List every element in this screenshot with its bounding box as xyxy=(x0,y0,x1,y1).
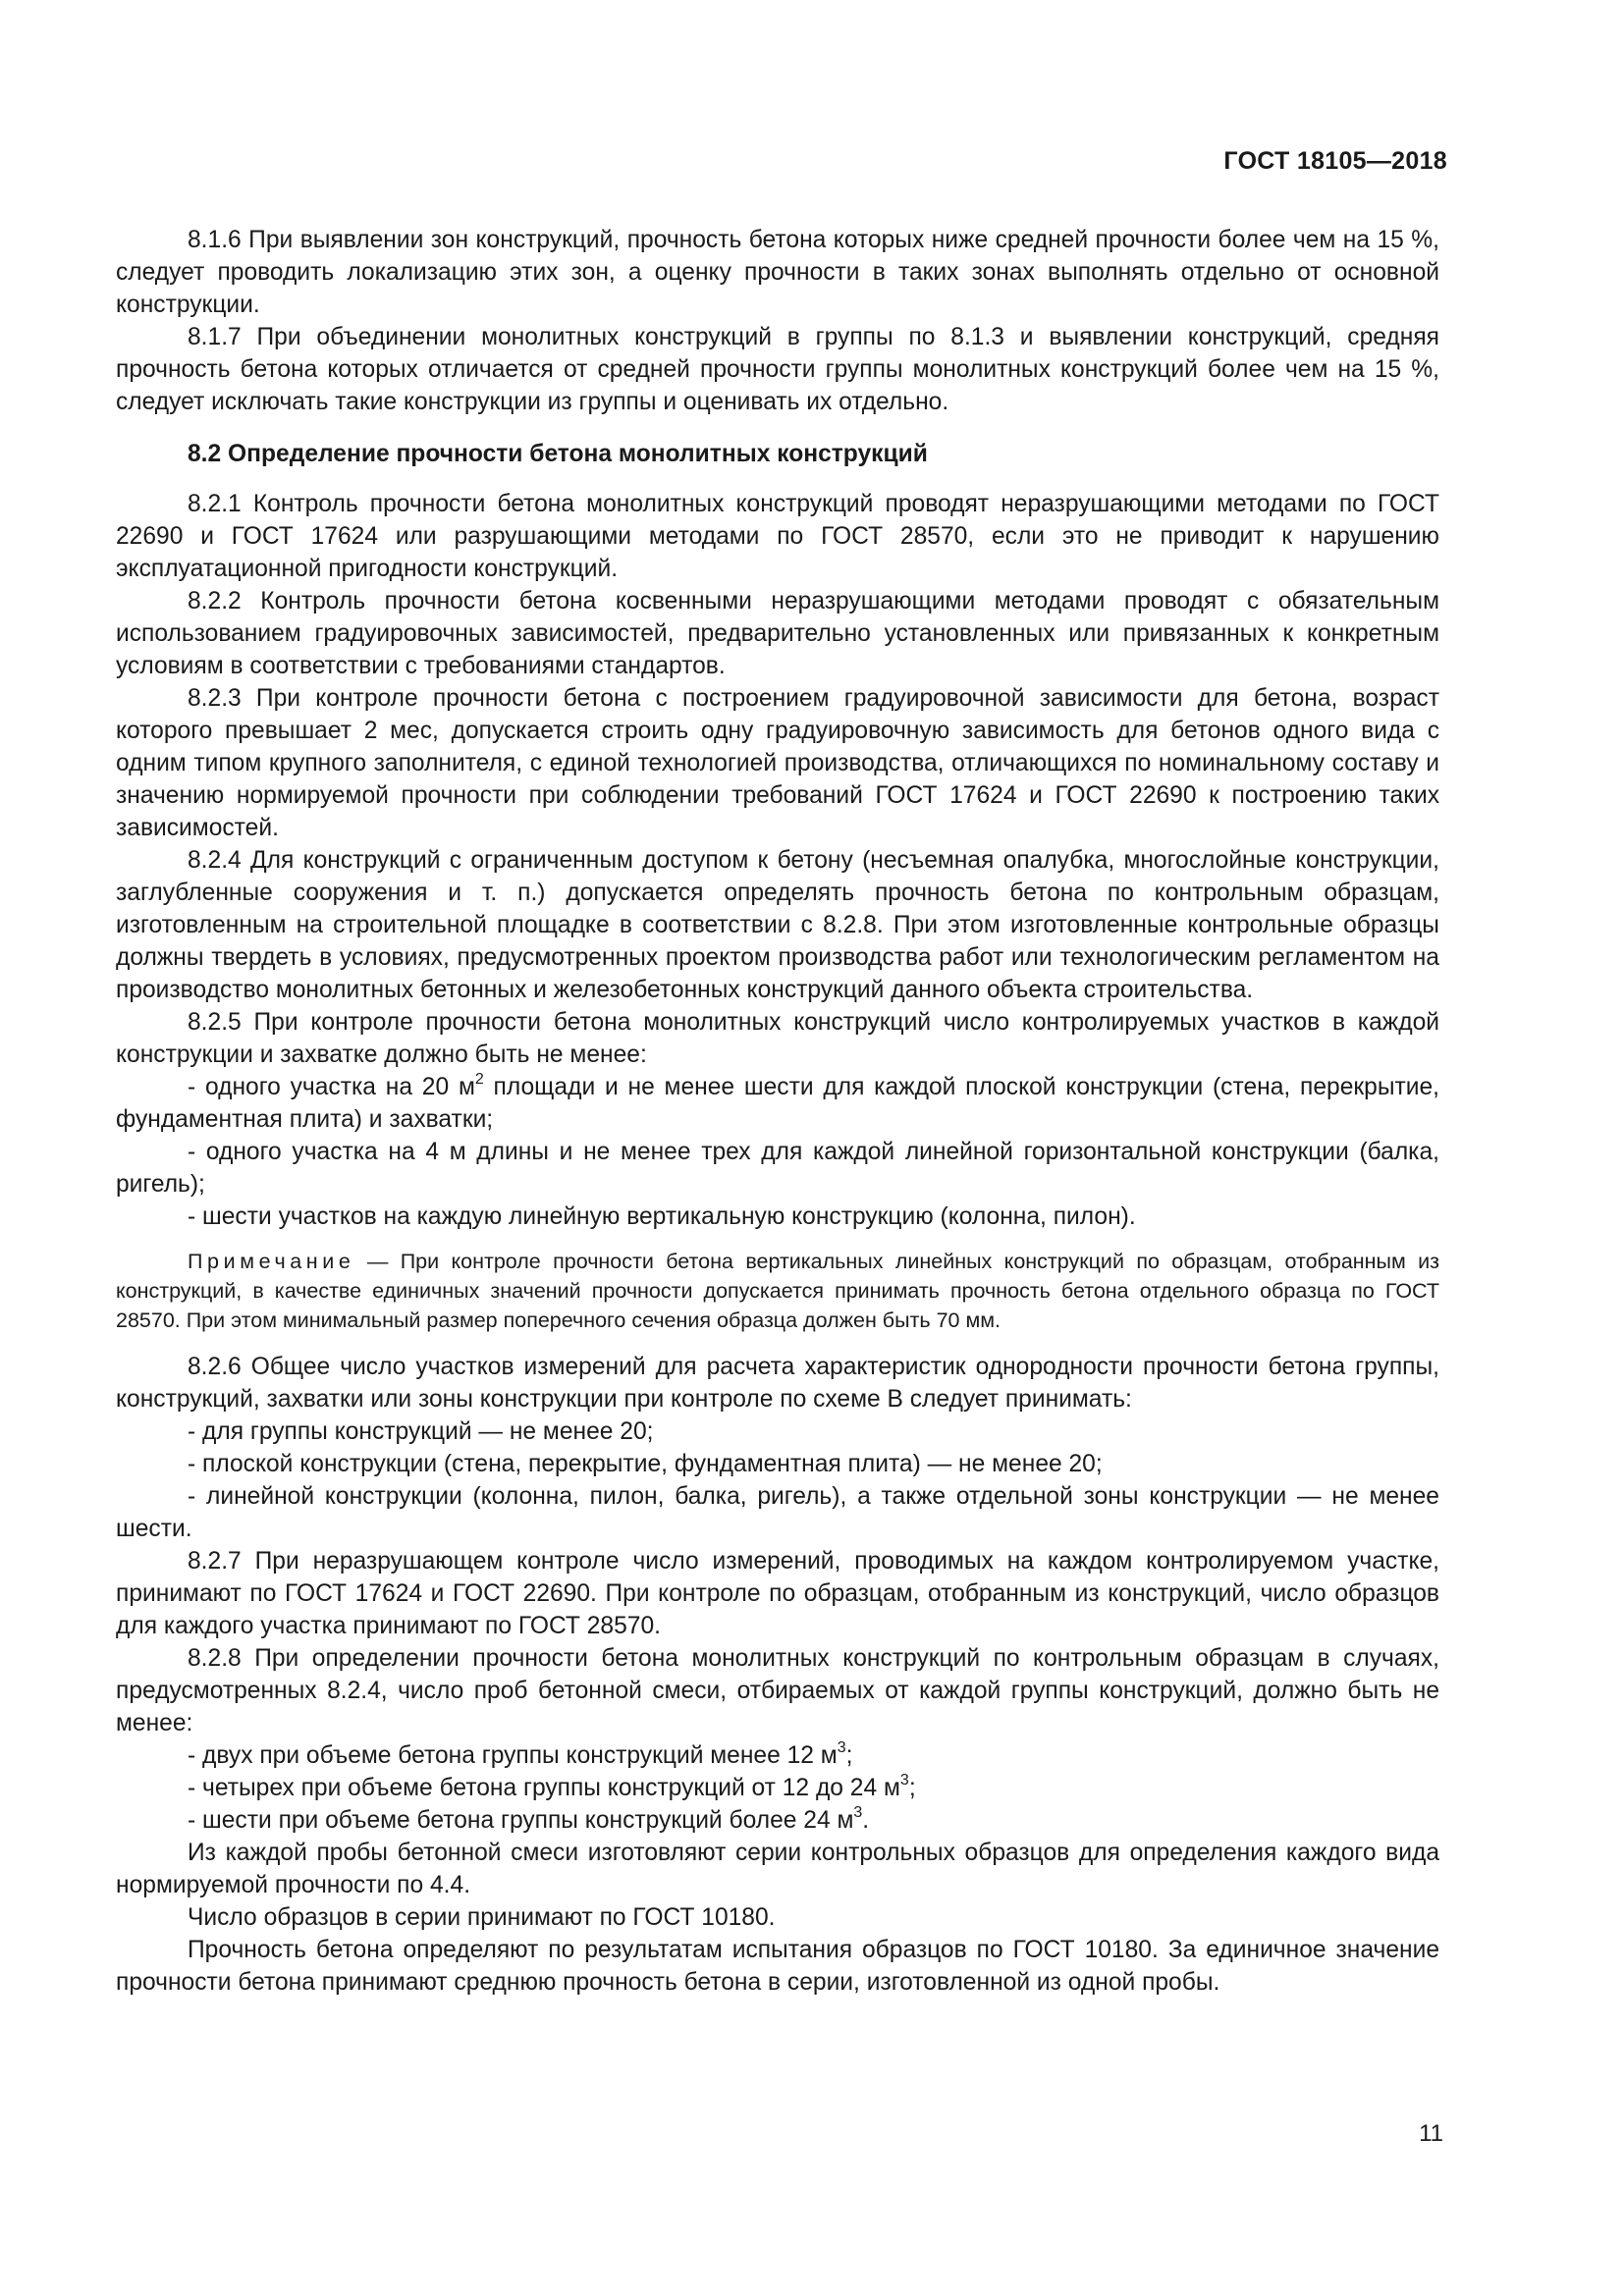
list-item-text: - четырех при объеме бетона группы конструкций от 12 до 24 м xyxy=(188,1775,900,1801)
list-item-flat-structures xyxy=(116,1071,1439,1136)
page-number: 11 xyxy=(1419,2120,1443,2147)
list-item-text: . xyxy=(862,1807,870,1834)
paragraph-sample-count: Число образцов в серии принимают по ГОСТ 10180. xyxy=(188,1904,776,1931)
list-item-text: - шести при объеме бетона группы конструкций более 24 м xyxy=(188,1807,854,1834)
list-item-flat: - плоской конструкции (стена, перекрытие, фундаментная плита) — не менее 20; xyxy=(188,1451,1103,1477)
list-item-two-samples xyxy=(116,1739,1439,1772)
document-header xyxy=(1223,147,1447,176)
list-item-text: площади и не менее шести для каждой плоской конструкции (стена, перекрытие, фундаментная плита) и захватки; xyxy=(116,1074,1440,1133)
paragraph-series: Из каждой пробы бетонной смеси изготовляют серии контрольных образцов для определения каждого вида нормируемой прочности по 4.4. xyxy=(116,1840,1439,1898)
superscript: 3 xyxy=(899,1771,909,1789)
list-item-six-samples xyxy=(116,1804,1439,1837)
note-label: Примечание xyxy=(188,1250,355,1273)
list-item-linear: - линейной конструкции (колонна, пилон, балка, ригель), а также отдельной зоны конструкции — не менее шести. xyxy=(116,1483,1439,1542)
list-item-text: ; xyxy=(845,1742,853,1769)
clause-8-2-8: 8.2.8 При определении прочности бетона монолитных конструкций по контрольным образцам в случаях, предусмотренных 8.2.4, число проб бетонной смеси, отбираемых от каждой группы конструкций, должно быть не менее: xyxy=(116,1645,1439,1736)
clause-8-2-6: 8.2.6 Общее число участков измерений для расчета характеристик однородности прочности бетона группы, конструкций, захватки или зоны конструкции при контроле по схеме В следует принимать: xyxy=(116,1354,1439,1413)
clause-8-1-7: 8.1.7 При объединении монолитных конструкций в группы по 8.1.3 и выявлении конструкций, средняя прочность бетона которых отличается от средней прочности группы монолитных конструкций более чем на 15 %, следует исключать такие конструкции из группы и оценивать их отдельно. xyxy=(116,324,1439,415)
clause-8-2-2: 8.2.2 Контроль прочности бетона косвенными неразрушающими методами проводят с обязательным использованием градуировочных зависимостей, предварительно установленных или привязанных к конкретным условиям в соответствии с требованиями стандартов. xyxy=(116,588,1439,679)
section-title-8-2: 8.2 Определение прочности бетона монолитных конструкций xyxy=(188,441,928,467)
document-body xyxy=(116,224,1439,1999)
list-item-text: - двух при объеме бетона группы конструкций менее 12 м xyxy=(188,1742,838,1769)
clause-8-2-5: 8.2.5 При контроле прочности бетона монолитных конструкций число контролируемых участков в каждой конструкции и захватке должно быть не менее: xyxy=(116,1009,1439,1068)
list-item-four-samples xyxy=(116,1772,1439,1804)
list-item-text: ; xyxy=(908,1775,916,1801)
superscript: 2 xyxy=(474,1070,484,1088)
list-item-text: - одного участка на 20 м xyxy=(188,1074,475,1100)
superscript: 3 xyxy=(853,1803,863,1821)
note-text: — При контроле прочности бетона вертикальных линейных конструкций по образцам, отобранным из конструкций, в качестве единичных значений прочности допускается принимать прочность бетона отдельного образца по ГОСТ 28570. При этом минимальный размер поперечного сечения образца должен быть 70 мм. xyxy=(116,1250,1439,1332)
clause-8-1-6: 8.1.6 При выявлении зон конструкций, прочность бетона которых ниже средней прочности более чем на 15 %, следует проводить локализацию этих зон, а оценку прочности в таких зонах выполнять отдельно от основной конструкции. xyxy=(116,227,1439,318)
clause-8-2-4: 8.2.4 Для конструкций с ограниченным доступом к бетону (несъемная опалубка, многослойные конструкции, заглубленные сооружения и т. п.) допускается определять прочность бетона по контрольным образцам, изготовленным на строительной площадке в соответствии с 8.2.8. При этом изготовленные контрольные образцы должны твердеть в условиях, предусмотренных проектом производства работ или технологическим регламентом на производство монолитных бетонных и железобетонных конструкций данного объекта строительства. xyxy=(116,847,1439,1003)
list-item-horizontal-structures: - одного участка на 4 м длины и не менее трех для каждой линейной горизонтальной конструкции (балка, ригель); xyxy=(116,1139,1439,1198)
note xyxy=(116,1247,1439,1335)
clause-8-2-7: 8.2.7 При неразрушающем контроле число измерений, проводимых на каждом контролируемом участке, принимают по ГОСТ 17624 и ГОСТ 22690. При контроле по образцам, отобранным из конструкций, число образцов для каждого участка принимают по ГОСТ 28570. xyxy=(116,1548,1439,1639)
list-item-group: - для группы конструкций — не менее 20; xyxy=(188,1418,654,1445)
clause-8-2-3: 8.2.3 При контроле прочности бетона с построением градуировочной зависимости для бетона, возраст которого превышает 2 мес, допускается строить одну градуировочную зависимость для бетонов одного вида с одним типом крупного заполнителя, с единой технологией производства, отличающихся по номинальному составу и значению нормируемой прочности при соблюдении требований ГОСТ 17624 и ГОСТ 22690 к построению таких зависимостей. xyxy=(116,685,1439,841)
list-item-vertical-structures: - шести участков на каждую линейную вертикальную конструкцию (колонна, пилон). xyxy=(188,1203,1136,1230)
clause-8-2-1: 8.2.1 Контроль прочности бетона монолитных конструкций проводят неразрушающими методами по ГОСТ 22690 и ГОСТ 17624 или разрушающими методами по ГОСТ 28570, если это не приводит к нарушению эксплуатационной пригодности конструкций. xyxy=(116,491,1439,582)
standard-number: ГОСТ 18105—2018 xyxy=(1223,147,1447,175)
paragraph-strength-determination: Прочность бетона определяют по результатам испытания образцов по ГОСТ 10180. За единичное значение прочности бетона принимают среднюю прочность бетона в серии, изготовленной из одной пробы. xyxy=(116,1937,1439,1996)
superscript: 3 xyxy=(837,1738,846,1756)
